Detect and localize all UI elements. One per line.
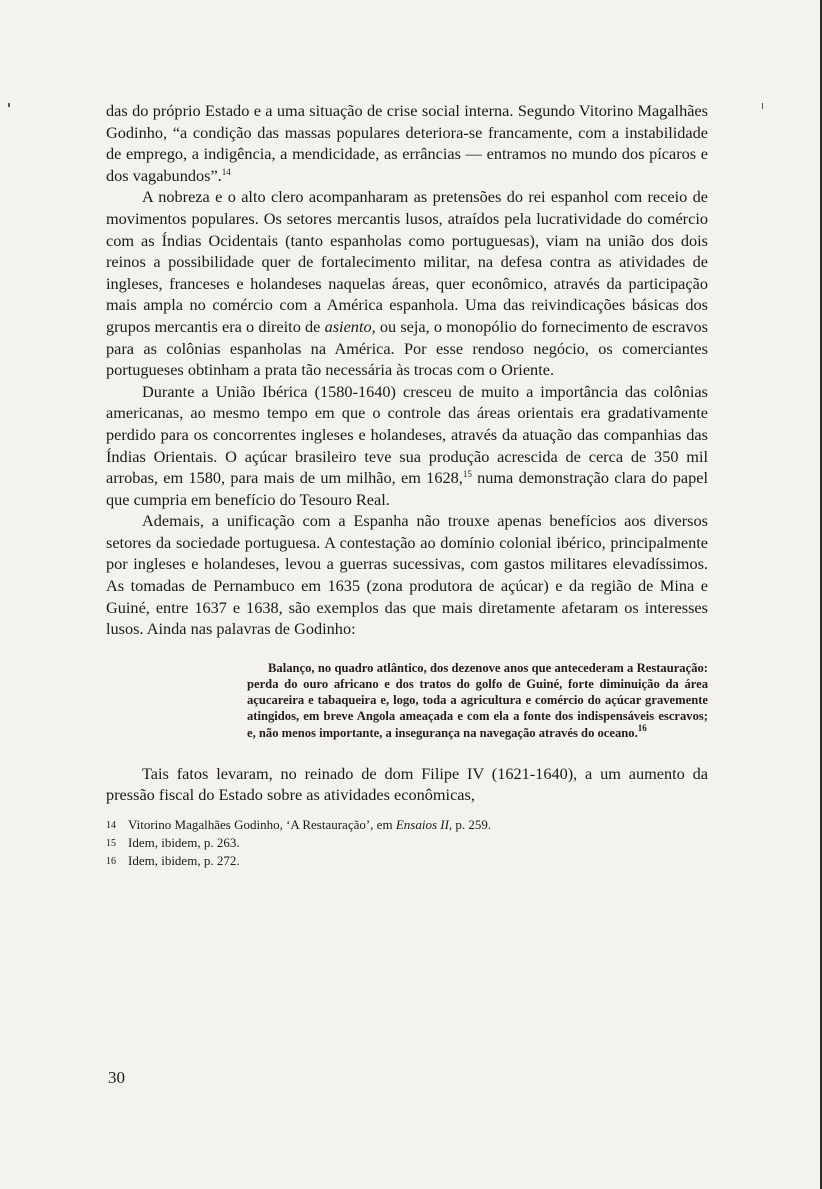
paragraph (106, 186, 708, 380)
footnote-number: 16 (106, 856, 116, 868)
footnote-number: 15 (106, 838, 116, 850)
paragraph (106, 100, 708, 186)
footnote-ref: 16 (637, 722, 647, 733)
text-run: numa demonstração clara do papel que cumpria em benefício do Tesouro Real. (106, 468, 708, 509)
text-run: Idem, ibidem, p. 272. (128, 853, 240, 869)
body-paragraphs (106, 100, 708, 640)
paragraph (106, 381, 708, 511)
text-run: , ou seja, o monopólio do fornecimento de escravos para as colônias espanholas na América. Por esse rendoso negócio, os comerciantes portugueses obtinham a prata tão necessária às trocas com o Oriente. (106, 316, 708, 380)
text-run: Balanço, no quadro atlântico, dos dezenove anos que antecederam a Restauração: perda do ouro africano e dos tratos do golfo de Guiné, forte diminuição da área açucareira e tabaqueira e, logo, toda a agricultura e comércio do açúcar gravemente atingidos, em breve Angola ameaçada e com ela a fonte dos indispensáveis escravos; e, não menos importante, a insegurança na navegação através do oceano. (247, 660, 708, 740)
quote-paragraph (247, 660, 708, 741)
text-run: Durante a União Ibérica (1580-1640) cresceu de muito a importância das colônias americanas, ao mesmo tempo em que o controle das áreas orientais era gradativamente perdido para os concorrentes ingleses e holandeses, através da atuação das companhias das Índias Orientais. O açúcar brasileiro teve sua produção acrescida de cerca de 350 mil arrobas, em 1580, para mais de um milhão, em 1628, (106, 381, 708, 488)
page-number: 30 (108, 1068, 125, 1087)
italic-term: asiento (324, 316, 372, 336)
block-quote (247, 660, 708, 741)
footnote-ref: 15 (462, 469, 472, 480)
text-run: Vitorino Magalhães Godinho, ‘A Restauração’, em (128, 817, 396, 833)
text-run: das do próprio Estado e a uma situação de crise social interna. Segundo Vitorino Magalhães Godinho, “a condição das massas populares deteriora-se francamente, com a instabilidade de emprego, a indigência, a mendicidade, as errâncias — entramos no mundo dos pícaros e dos vagabundos”. (106, 101, 708, 185)
footnote (106, 816, 708, 834)
footnote (106, 834, 708, 852)
scan-mark (8, 103, 10, 107)
italic-term: Ensaios II (395, 817, 449, 833)
paragraph (106, 763, 708, 806)
text-run: Ademais, a unificação com a Espanha não trouxe apenas benefícios aos diversos setores da sociedade portuguesa. A contestação ao domínio colonial ibérico, principalmente por ingleses e holandeses, levou a guerras sucessivas, com gastos militares elevadíssimos. As tomadas de Pernambuco em 1635 (zona produtora de açúcar) e da região de Mina e Guiné, entre 1637 e 1638, são exemplos das que mais diretamente afetaram os interesses lusos. Ainda nas palavras de Godinho: (106, 511, 708, 639)
text-run: Idem, ibidem, p. 263. (128, 835, 240, 851)
text-run: Tais fatos levaram, no reinado de dom Filipe IV (1621-1640), a um aumento da pressão fiscal do Estado sobre as atividades econômicas, (106, 763, 708, 805)
footnote-ref: 14 (221, 166, 231, 177)
text-run: , p. 259. (448, 817, 492, 833)
scan-mark (762, 103, 763, 109)
footnote (106, 852, 708, 870)
footnotes (106, 816, 708, 870)
paragraph (106, 510, 708, 640)
footnote-number: 14 (106, 820, 116, 832)
page-body (106, 100, 708, 870)
text-run: A nobreza e o alto clero acompanharam as pretensões do rei espanhol com receio de movimentos populares. Os setores mercantis lusos, atraídos pela lucratividade do comércio com as Índias Ocidentais (tanto espanholas como portuguesas), viam na união dos dois reinos a possibilidade quer de fortalecimento militar, na defesa contra as atividades de ingleses, franceses e holandeses naquelas áreas, quer econômico, através da participação mais ampla no comércio com a América espanhola. Uma das reivindicações básicas dos grupos mercantis era o direito de (106, 187, 708, 336)
closing-paragraph (106, 763, 708, 806)
